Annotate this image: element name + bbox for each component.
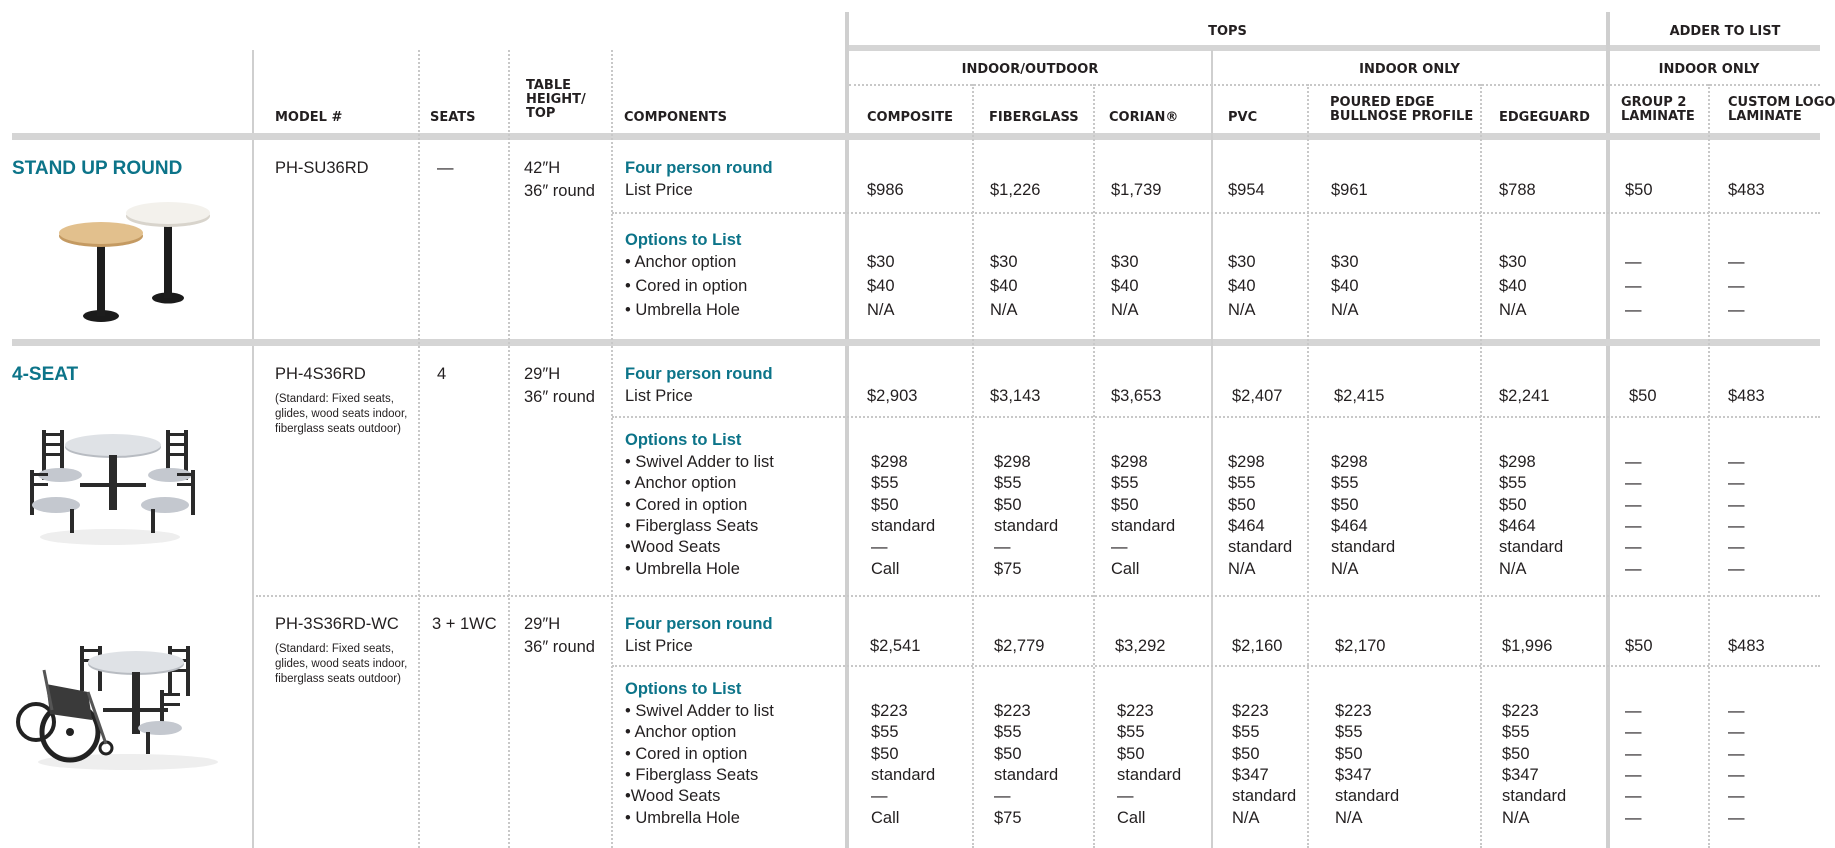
option-value-cell: — — [1625, 559, 1642, 578]
fiberglass-col-header: FIBERGLASS — [989, 110, 1079, 125]
option-value-cell: $464 — [1331, 516, 1368, 535]
option-value-cell: $55 — [871, 723, 899, 742]
poured-edge-col-header: POURED EDGE BULLNOSE PROFILE — [1330, 95, 1474, 124]
option-value-cell: $50 — [1111, 495, 1139, 514]
option-value-cell: — — [1728, 516, 1745, 535]
option-value-cell: $55 — [1228, 474, 1256, 493]
option-value-cell: standard — [871, 516, 936, 535]
table-top: 36″ round — [524, 388, 595, 406]
option-value-cell: N/A — [1331, 559, 1359, 578]
list-price-cell: $2,541 — [870, 637, 921, 655]
option-value-cell: standard — [1117, 765, 1182, 784]
option-value-cell: — — [1625, 538, 1642, 557]
option-label: • Umbrella Hole — [625, 301, 740, 319]
row-rule — [612, 665, 1820, 667]
list-price-cell: $2,241 — [1499, 387, 1550, 405]
col-divider — [418, 50, 420, 848]
option-value-cell: $50 — [1228, 495, 1256, 514]
option-value-cell: $40 — [1331, 277, 1359, 295]
table-height-col-header: TABLE HEIGHT/ TOP — [526, 78, 586, 121]
list-price-cell: $788 — [1499, 181, 1536, 199]
option-value-cell: — — [1728, 744, 1745, 763]
option-value-cell: Call — [871, 559, 900, 578]
list-price-cell: $483 — [1728, 181, 1765, 199]
component-title: Four person round — [625, 365, 773, 383]
list-price-cell: $2,903 — [867, 387, 918, 405]
option-value-cell: Call — [1111, 559, 1140, 578]
option-label: • Swivel Adder to list — [625, 453, 774, 471]
option-value-cell: N/A — [1499, 301, 1527, 319]
list-price-cell: $50 — [1625, 637, 1653, 655]
option-value-cell: — — [1625, 301, 1642, 319]
option-value-cell: $347 — [1232, 765, 1269, 784]
option-value-cell: — — [1728, 495, 1745, 514]
option-value-cell: $50 — [994, 495, 1022, 514]
option-value-cell: $75 — [994, 808, 1022, 827]
option-value-cell: $50 — [1117, 744, 1145, 763]
list-price-cell: $986 — [867, 181, 904, 199]
option-value-cell: N/A — [990, 301, 1018, 319]
option-value-cell: $298 — [1499, 453, 1536, 471]
option-value-cell: standard — [1331, 538, 1396, 557]
option-value-cell: $464 — [1228, 516, 1265, 535]
col-divider — [1480, 84, 1482, 848]
col-divider — [1093, 84, 1095, 848]
option-value-cell: $223 — [871, 702, 908, 720]
option-value-cell: standard — [871, 765, 936, 784]
option-value-cell: — — [1625, 516, 1642, 535]
row-rule — [256, 595, 1820, 597]
option-value-cell: — — [1728, 277, 1745, 295]
option-value-cell: $55 — [1111, 474, 1139, 493]
options-title: Options to List — [625, 231, 742, 249]
wheelchair-table-image — [18, 640, 228, 770]
option-value-cell: $30 — [1228, 253, 1256, 271]
model-left-divider — [252, 50, 254, 848]
option-value-cell: $40 — [990, 277, 1018, 295]
option-value-cell: $30 — [1331, 253, 1359, 271]
option-value-cell: $55 — [1502, 723, 1530, 742]
option-value-cell: N/A — [1335, 808, 1363, 827]
model-note: (Standard: Fixed seats, glides, wood seats indoor, fiberglass seats outdoor) — [275, 393, 408, 435]
option-value-cell: N/A — [1232, 808, 1260, 827]
option-value-cell: N/A — [1502, 808, 1530, 827]
option-value-cell: $298 — [1228, 453, 1265, 471]
model-note: (Standard: Fixed seats, glides, wood seats indoor, fiberglass seats outdoor) — [275, 643, 408, 685]
option-value-cell: $50 — [871, 495, 899, 514]
list-price-cell: $2,407 — [1232, 387, 1283, 405]
option-value-cell: $223 — [1502, 702, 1539, 720]
option-value-cell: — — [871, 538, 888, 557]
subheader-rule — [849, 84, 1820, 86]
standup-round-tables-image — [55, 200, 225, 330]
option-value-cell: $223 — [1232, 702, 1269, 720]
component-title: Four person round — [625, 159, 773, 177]
seats-value: 3 + 1WC — [432, 615, 497, 633]
option-label: • Anchor option — [625, 474, 737, 493]
group2-col-header: GROUP 2 LAMINATE — [1621, 95, 1695, 124]
option-value-cell: N/A — [1228, 301, 1256, 319]
composite-col-header: COMPOSITE — [867, 110, 954, 125]
option-value-cell: — — [1625, 253, 1642, 271]
model-number: PH-4S36RD — [275, 365, 366, 383]
option-value-cell: — — [1728, 474, 1745, 493]
option-value-cell: — — [1625, 474, 1642, 493]
option-value-cell: $30 — [867, 253, 895, 271]
option-value-cell: — — [871, 787, 888, 806]
col-divider — [1708, 84, 1710, 848]
seats-value: — — [437, 159, 454, 177]
option-value-cell: $40 — [1228, 277, 1256, 295]
components-col-header: COMPONENTS — [624, 110, 727, 125]
option-value-cell: — — [1728, 538, 1745, 557]
option-value-cell: — — [1117, 787, 1134, 806]
option-label: •Wood Seats — [625, 787, 721, 806]
option-value-cell: — — [1625, 744, 1642, 763]
option-value-cell: $55 — [1499, 474, 1527, 493]
custom-logo-col-header: CUSTOM LOGO LAMINATE — [1728, 95, 1835, 124]
option-value-cell: N/A — [867, 301, 895, 319]
list-price-cell: $483 — [1728, 387, 1765, 405]
option-label: • Cored in option — [625, 277, 748, 295]
list-price-cell: $1,739 — [1111, 181, 1162, 199]
list-price-label: List Price — [625, 181, 693, 199]
option-value-cell: $55 — [1232, 723, 1260, 742]
header-bottom-rule — [12, 133, 1820, 140]
seats-value: 4 — [437, 365, 447, 383]
option-label: •Wood Seats — [625, 538, 721, 557]
option-value-cell: $50 — [871, 744, 899, 763]
option-value-cell: $55 — [1117, 723, 1145, 742]
section-title-standup: STAND UP ROUND — [12, 158, 183, 179]
option-value-cell: $50 — [1499, 495, 1527, 514]
option-value-cell: N/A — [1228, 559, 1256, 578]
option-value-cell: — — [1111, 538, 1128, 557]
option-value-cell: — — [1728, 453, 1745, 471]
option-value-cell: $298 — [994, 453, 1031, 471]
option-value-cell: — — [1728, 301, 1745, 319]
option-value-cell: $40 — [1499, 277, 1527, 295]
option-value-cell: — — [1625, 723, 1642, 742]
list-price-cell: $2,160 — [1232, 637, 1283, 655]
option-value-cell: — — [1728, 253, 1745, 271]
option-value-cell: $55 — [871, 474, 899, 493]
option-value-cell: — — [994, 538, 1011, 557]
row-rule — [612, 416, 1820, 418]
options-title: Options to List — [625, 680, 742, 698]
adder-header: ADDER TO LIST — [1669, 24, 1781, 39]
list-price-cell: $3,653 — [1111, 387, 1162, 405]
option-value-cell: $223 — [1335, 702, 1372, 720]
col-divider — [972, 84, 974, 848]
option-value-cell: Call — [1117, 808, 1146, 827]
option-value-cell: $55 — [1335, 723, 1363, 742]
four-seat-table-image — [20, 425, 200, 545]
section-title-4seat: 4-SEAT — [12, 364, 79, 385]
option-value-cell: — — [1625, 765, 1642, 784]
option-value-cell: $298 — [1111, 453, 1148, 471]
option-value-cell: $55 — [994, 474, 1022, 493]
option-value-cell: $298 — [871, 453, 908, 471]
option-value-cell: $298 — [1331, 453, 1368, 471]
list-price-cell: $961 — [1331, 181, 1368, 199]
option-value-cell: — — [1728, 702, 1745, 720]
option-value-cell: $50 — [1502, 744, 1530, 763]
indoor-only-adder-header: INDOOR ONLY — [1658, 62, 1760, 77]
option-value-cell: standard — [1232, 787, 1297, 806]
list-price-label: List Price — [625, 387, 693, 405]
table-height: 29″H — [524, 615, 561, 633]
option-value-cell: standard — [1335, 787, 1400, 806]
option-value-cell: $464 — [1499, 516, 1536, 535]
list-price-cell: $3,143 — [990, 387, 1041, 405]
option-value-cell: $30 — [1111, 253, 1139, 271]
tops-header-rule — [849, 45, 1606, 51]
option-value-cell: — — [1625, 808, 1642, 827]
model-number: PH-SU36RD — [275, 159, 369, 177]
option-value-cell: $30 — [990, 253, 1018, 271]
col-divider — [611, 50, 613, 848]
option-value-cell: — — [1625, 495, 1642, 514]
option-value-cell: — — [994, 787, 1011, 806]
list-price-cell: $2,415 — [1334, 387, 1385, 405]
option-value-cell: $55 — [1331, 474, 1359, 493]
option-value-cell: $30 — [1499, 253, 1527, 271]
option-value-cell: $50 — [1232, 744, 1260, 763]
option-label: • Umbrella Hole — [625, 808, 740, 827]
option-value-cell: $347 — [1502, 765, 1539, 784]
row-rule — [612, 212, 1820, 214]
adder-header-rule — [1610, 45, 1820, 51]
list-price-cell: $50 — [1625, 181, 1653, 199]
option-value-cell: $223 — [1117, 702, 1154, 720]
model-col-header: MODEL # — [275, 110, 343, 125]
list-price-label: List Price — [625, 637, 693, 655]
component-title: Four person round — [625, 615, 773, 633]
list-price-cell: $2,779 — [994, 637, 1045, 655]
table-height: 29″H — [524, 365, 561, 383]
option-label: • Fiberglass Seats — [625, 516, 759, 535]
list-price-cell: $3,292 — [1115, 637, 1166, 655]
options-title: Options to List — [625, 431, 742, 449]
indoor-outdoor-header: INDOOR/OUTDOOR — [961, 62, 1099, 77]
option-value-cell: standard — [994, 765, 1059, 784]
option-value-cell: standard — [1111, 516, 1176, 535]
option-value-cell: — — [1728, 723, 1745, 742]
list-price-cell: $954 — [1228, 181, 1265, 199]
option-value-cell: $50 — [1331, 495, 1359, 514]
option-value-cell: $50 — [994, 744, 1022, 763]
option-value-cell: — — [1728, 559, 1745, 578]
option-label: • Swivel Adder to list — [625, 702, 774, 720]
option-value-cell: — — [1728, 765, 1745, 784]
option-value-cell: — — [1728, 808, 1745, 827]
option-value-cell: standard — [1502, 787, 1567, 806]
list-price-cell: $483 — [1728, 637, 1765, 655]
option-value-cell: standard — [1228, 538, 1293, 557]
col-divider — [508, 50, 510, 848]
option-value-cell: N/A — [1331, 301, 1359, 319]
option-label: • Anchor option — [625, 723, 737, 742]
option-value-cell: — — [1625, 787, 1642, 806]
table-height: 42″H — [524, 159, 561, 177]
option-value-cell: $40 — [867, 277, 895, 295]
option-value-cell: — — [1625, 453, 1642, 471]
option-value-cell: Call — [871, 808, 900, 827]
section-divider — [12, 339, 1820, 346]
pvc-col-header: PVC — [1228, 110, 1258, 125]
col-divider — [1307, 84, 1309, 848]
list-price-cell: $50 — [1629, 387, 1657, 405]
list-price-cell: $1,996 — [1502, 637, 1553, 655]
option-value-cell: $75 — [994, 559, 1022, 578]
list-price-cell: $1,226 — [990, 181, 1041, 199]
col-divider — [1211, 50, 1213, 848]
option-label: • Umbrella Hole — [625, 559, 740, 578]
corian-col-header: CORIAN® — [1109, 110, 1179, 125]
option-label: • Anchor option — [625, 253, 737, 271]
model-number: PH-3S36RD-WC — [275, 615, 399, 633]
option-value-cell: standard — [994, 516, 1059, 535]
option-label: • Fiberglass Seats — [625, 765, 759, 784]
option-value-cell: — — [1625, 277, 1642, 295]
option-value-cell: $55 — [994, 723, 1022, 742]
table-top: 36″ round — [524, 182, 595, 200]
indoor-only-header: INDOOR ONLY — [1359, 62, 1460, 77]
option-label: • Cored in option — [625, 744, 748, 763]
option-value-cell: $40 — [1111, 277, 1139, 295]
option-value-cell: standard — [1499, 538, 1564, 557]
tops-header: TOPS — [1208, 24, 1247, 39]
option-value-cell: $347 — [1335, 765, 1372, 784]
option-value-cell: N/A — [1111, 301, 1139, 319]
option-label: • Cored in option — [625, 495, 748, 514]
option-value-cell: N/A — [1499, 559, 1527, 578]
option-value-cell: $50 — [1335, 744, 1363, 763]
option-value-cell: $223 — [994, 702, 1031, 720]
list-price-cell: $2,170 — [1335, 637, 1386, 655]
table-top: 36″ round — [524, 638, 595, 656]
seats-col-header: SEATS — [430, 110, 476, 125]
option-value-cell: — — [1625, 702, 1642, 720]
option-value-cell: — — [1728, 787, 1745, 806]
edgeguard-col-header: EDGEGUARD — [1499, 110, 1590, 125]
